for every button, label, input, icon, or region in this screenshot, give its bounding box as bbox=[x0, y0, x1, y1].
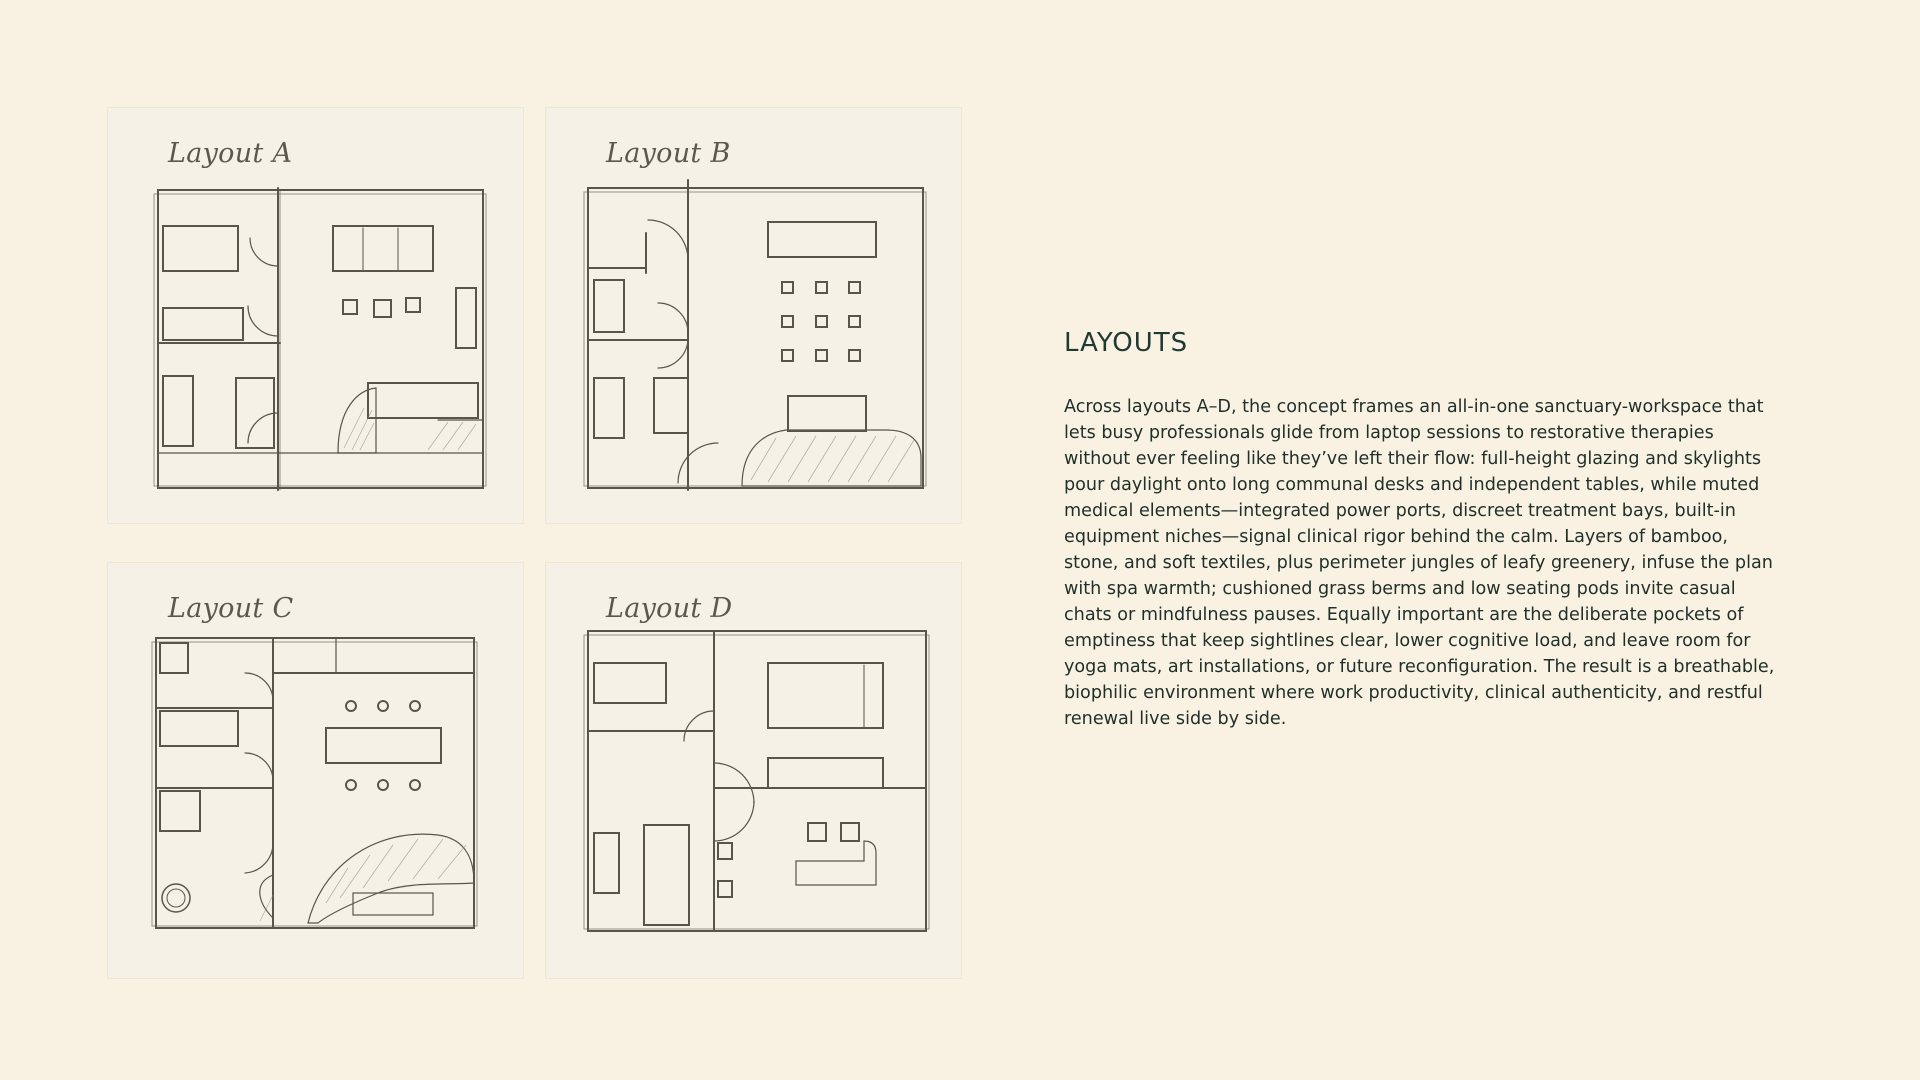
section-body-text: Across layouts A–D, the concept frames an all-in-one sanctuary-workspace that lets busy professionals glide from laptop sessions to restorative therapies without ever feeling like they’ve left their flow: full-height glazing and skylights pour daylight onto long communal desks and independent tables, while muted medical elements—integrated power ports, discreet treatment bays, built-in equipment niches—signal clinical rigor behind the calm. Layers of bamboo, stone, and soft textiles, plus perimeter jungles of leafy greenery, infuse the plan with spa warmth; cushioned grass berms and low seating pods invite casual chats or mindfulness pauses. Equally important are the deliberate pockets of emptiness that keep sightlines clear, lower cognitive load, and leave room for yoga mats, art installations, or future reconfiguration. The result is a breathable, biophilic environment where work productivity, clinical authenticity, and restful renewal live side by side. bbox=[1064, 397, 1775, 729]
layout-b-label: Layout B bbox=[606, 138, 731, 169]
layout-a-plan bbox=[108, 108, 523, 523]
layouts-description bbox=[1064, 328, 1784, 732]
layout-c-label: Layout C bbox=[168, 593, 294, 624]
layout-d-label: Layout D bbox=[606, 593, 733, 624]
layout-a-label: Layout A bbox=[168, 138, 293, 169]
layout-c-plan bbox=[108, 563, 523, 978]
layout-c-sketch bbox=[108, 563, 523, 978]
layout-d-sketch bbox=[546, 563, 961, 978]
layout-b-plan bbox=[546, 108, 961, 523]
layout-d-plan bbox=[546, 563, 961, 978]
floor-plan-sketches bbox=[108, 108, 968, 978]
layout-b-sketch bbox=[546, 108, 961, 523]
layout-a-sketch bbox=[108, 108, 523, 523]
section-heading: LAYOUTS bbox=[1064, 328, 1189, 358]
